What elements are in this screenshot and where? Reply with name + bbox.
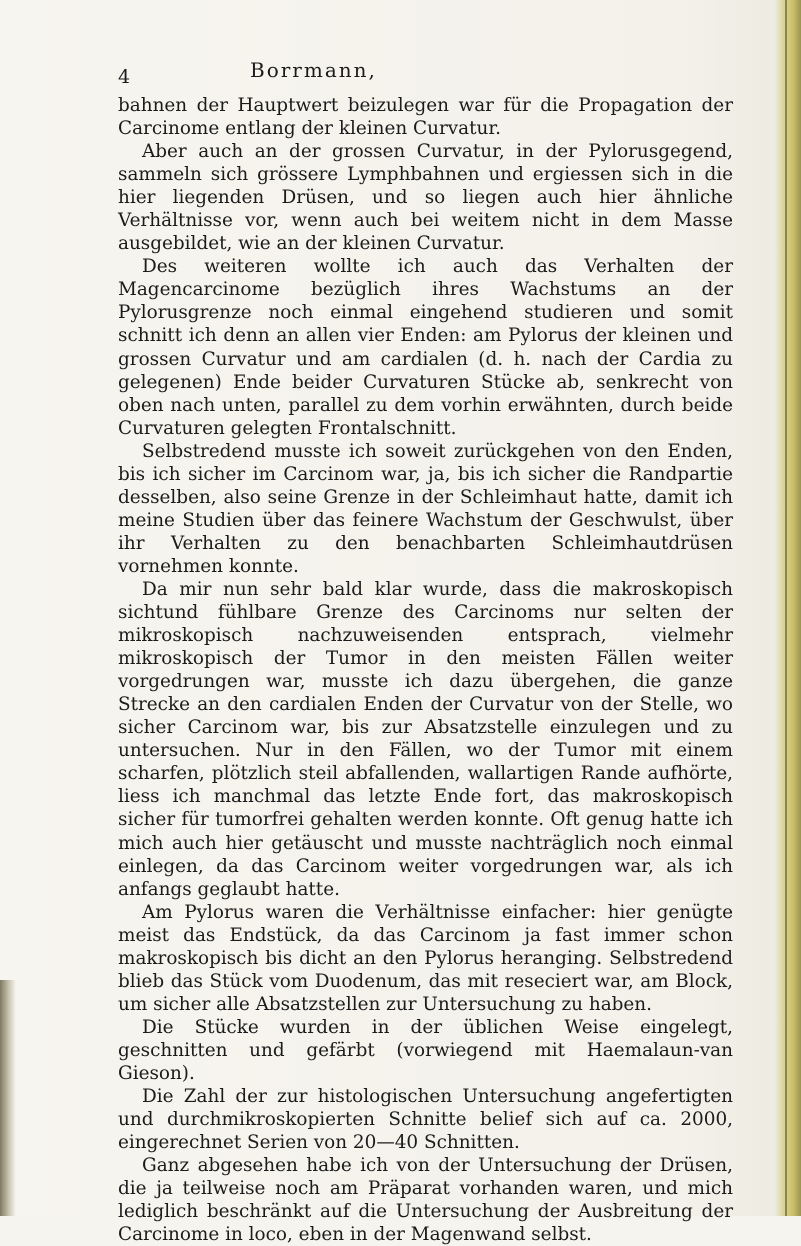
binding-shadow [0,980,16,1216]
paragraph: Ganz abgesehen habe ich von der Untersuchung der Drüsen, die ja teilweise noch am Präparat vorhanden waren, und mich lediglich beschränkt auf die Untersuchung der Ausbreitung der Carcinome in loco, eben in der Magenwand selbst. [118,1155,733,1246]
paragraph: bahnen der Hauptwert beizulegen war für die Propagation der Carcinome entlang der kleinen Curvatur. [118,95,733,140]
page-edge-line [785,0,787,1216]
running-head: Borrmann, [250,58,377,82]
paragraph: Des weiteren wollte ich auch das Verhalten der Magencarcinome bezüglich ihres Wachstums an der Pylorusgrenze noch einmal eingehend studieren und somit schnitt ich denn an allen vier Enden: am Pylorus der kleinen und grossen Curvatur und am cardialen (d. h. nach der Cardia zu gelegenen) Ende beider Curvaturen Stücke ab, senkrecht von oben nach unten, parallel zu dem vorhin erwähnten, durch beide Curvaturen gelegten Frontalschnitt. [118,256,733,439]
paragraph: Aber auch an der grossen Curvatur, in der Pylorusgegend, sammeln sich grössere Lymphbahnen und ergiessen sich in die hier liegenden Drüsen, und so liegen auch hier ähnliche Verhältnisse vor, wenn auch bei weitem nicht in dem Masse ausgebildet, wie an der kleinen Curvatur. [118,141,733,255]
paragraph: Am Pylorus waren die Verhältnisse einfacher: hier genügte meist das Endstück, da das Carcinom ja fast immer schon makroskopisch bis dicht an den Pylorus heranging. Selbstredend blieb das Stück vom Duodenum, das mit reseciert war, am Block, um sicher alle Absatzstellen zur Untersuchung zu haben. [118,901,733,1015]
paragraph: Da mir nun sehr bald klar wurde, dass die makroskopisch sichtund fühlbare Grenze des Carcinoms nur selten der mikroskopisch nachzuweisenden entsprach, vielmehr mikroskopisch der Tumor in den meisten Fällen weiter vorgedrungen war, musste ich dazu übergehen, die ganze Strecke an den cardialen Enden der Curvatur von der Stelle, wo sicher Carcinom war, bis zur Absatzstelle einzulegen und zu untersuchen. Nur in den Fällen, wo der Tumor mit einem scharfen, plötzlich steil abfallenden, wallartigen Rande aufhörte, liess ich manchmal das letzte Ende fort, das makroskopisch sicher für tumorfrei gehalten werden konnte. Oft genug hatte ich mich auch hier getäuscht und musste nachträglich noch einmal einlegen, da das Carcinom weiter vorgedrungen war, als ich anfangs geglaubt hatte. [118,578,733,900]
paragraph: Selbstredend musste ich soweit zurückgehen von den Enden, bis ich sicher im Carcinom war, ja, bis ich sicher die Randpartie desselben, also seine Grenze in der Schleimhaut hatte, damit ich meine Studien über das feinere Wachstum der Geschwulst, über ihr Verhalten zu den benachbarten Schleimhautdrüsen vornehmen konnte. [118,440,733,577]
body-text [118,94,733,1246]
paragraph: Die Zahl der zur histologischen Untersuchung angefertigten und durchmikroskopierten Schnitte belief sich auf ca. 2000, eingerechnet Serien von 20—40 Schnitten. [118,1086,733,1154]
paragraph: Die Stücke wurden in der üblichen Weise eingelegt, geschnitten und gefärbt (vorwiegend mit Haemalaun-van Gieson). [118,1016,733,1084]
page-edge-shadow [775,0,801,1216]
page-number: 4 [118,66,131,88]
